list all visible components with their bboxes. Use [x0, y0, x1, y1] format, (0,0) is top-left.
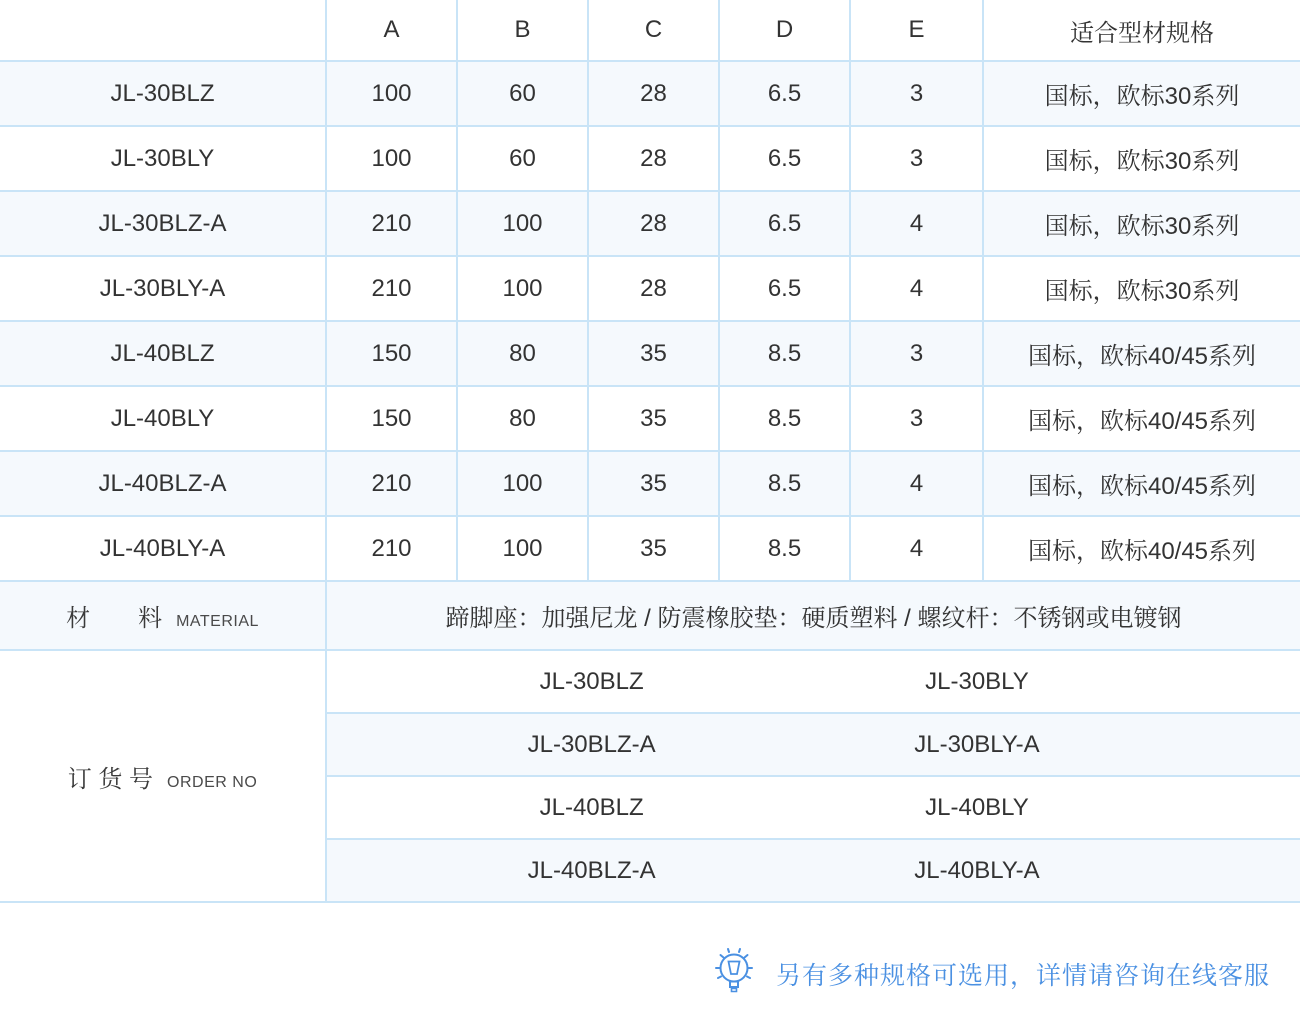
- value-b: 60: [457, 126, 588, 191]
- value-b: 80: [457, 386, 588, 451]
- table-row: [0, 386, 1300, 451]
- value-d: 8.5: [719, 386, 850, 451]
- value-b: 100: [457, 451, 588, 516]
- order-no: JL-30BLY-A: [914, 730, 1040, 758]
- order-no: JL-40BLY: [925, 793, 1029, 821]
- spec-cell: 国标，欧标40/45系列: [983, 386, 1300, 451]
- lightbulb-icon: [706, 944, 762, 1004]
- table-row: [0, 191, 1300, 256]
- value-b: 100: [457, 256, 588, 321]
- value-d: 8.5: [719, 516, 850, 581]
- value-c: 28: [588, 61, 719, 126]
- value-a: 210: [326, 451, 457, 516]
- table-header-row: [0, 0, 1300, 61]
- model-cell: JL-30BLZ: [0, 61, 326, 126]
- table-row: [0, 451, 1300, 516]
- table-row: [0, 126, 1300, 191]
- value-b: 100: [457, 191, 588, 256]
- value-a: 210: [326, 256, 457, 321]
- value-e: 4: [850, 191, 983, 256]
- value-a: 100: [326, 61, 457, 126]
- header-col-c: C: [588, 0, 719, 61]
- value-d: 8.5: [719, 451, 850, 516]
- material-row: [0, 581, 1300, 650]
- header-empty-cell: [0, 0, 326, 61]
- material-label: [0, 581, 326, 650]
- value-a: 150: [326, 386, 457, 451]
- spec-cell: 国标，欧标30系列: [983, 126, 1300, 191]
- table-row: [0, 321, 1300, 386]
- value-a: 210: [326, 191, 457, 256]
- order-values-cell: [326, 776, 1300, 839]
- order-label-en: ORDER NO: [167, 773, 258, 791]
- value-d: 6.5: [719, 191, 850, 256]
- value-b: 60: [457, 61, 588, 126]
- value-c: 28: [588, 256, 719, 321]
- order-no: JL-40BLZ: [539, 793, 644, 821]
- value-b: 80: [457, 321, 588, 386]
- spec-cell: 国标，欧标30系列: [983, 191, 1300, 256]
- model-cell: JL-40BLY: [0, 386, 326, 451]
- header-col-spec: 适合型材规格: [983, 0, 1300, 61]
- value-c: 35: [588, 516, 719, 581]
- model-cell: JL-40BLY-A: [0, 516, 326, 581]
- value-d: 6.5: [719, 126, 850, 191]
- order-values-cell: [326, 713, 1300, 776]
- table-row: [0, 516, 1300, 581]
- model-cell: JL-30BLY: [0, 126, 326, 191]
- value-e: 4: [850, 256, 983, 321]
- value-e: 3: [850, 61, 983, 126]
- order-label-cn: 订 货 号: [67, 765, 154, 793]
- footer-note-bar: [0, 930, 1300, 1018]
- value-c: 35: [588, 386, 719, 451]
- value-c: 28: [588, 191, 719, 256]
- model-cell: JL-40BLZ: [0, 321, 326, 386]
- order-no: JL-30BLZ-A: [527, 730, 656, 758]
- header-col-b: B: [457, 0, 588, 61]
- order-no: JL-40BLZ-A: [527, 856, 656, 884]
- value-e: 4: [850, 516, 983, 581]
- header-col-a: A: [326, 0, 457, 61]
- order-no: JL-30BLY: [925, 667, 1029, 695]
- value-e: 3: [850, 321, 983, 386]
- value-c: 35: [588, 451, 719, 516]
- order-row: [0, 650, 1300, 713]
- value-c: 35: [588, 321, 719, 386]
- model-cell: JL-30BLY-A: [0, 256, 326, 321]
- spec-cell: 国标，欧标40/45系列: [983, 321, 1300, 386]
- spec-cell: 国标，欧标30系列: [983, 61, 1300, 126]
- order-no: JL-40BLY-A: [914, 856, 1040, 884]
- header-col-d: D: [719, 0, 850, 61]
- value-a: 150: [326, 321, 457, 386]
- value-e: 3: [850, 126, 983, 191]
- header-col-e: E: [850, 0, 983, 61]
- material-value: 蹄脚座：加强尼龙 / 防震橡胶垫：硬质塑料 / 螺纹杆：不锈钢或电镀钢: [326, 581, 1300, 650]
- table-row: [0, 256, 1300, 321]
- order-values-cell: [326, 650, 1300, 713]
- value-d: 8.5: [719, 321, 850, 386]
- material-label-en: MATERIAL: [176, 613, 259, 630]
- value-a: 100: [326, 126, 457, 191]
- footer-note: 另有多种规格可选用，详情请咨询在线客服: [775, 962, 1270, 990]
- value-d: 6.5: [719, 61, 850, 126]
- material-label-cn2: 料: [138, 605, 163, 632]
- value-e: 3: [850, 386, 983, 451]
- value-d: 6.5: [719, 256, 850, 321]
- spec-cell: 国标，欧标40/45系列: [983, 516, 1300, 581]
- order-no: JL-30BLZ: [539, 667, 644, 695]
- value-b: 100: [457, 516, 588, 581]
- value-c: 28: [588, 126, 719, 191]
- spec-cell: 国标，欧标40/45系列: [983, 451, 1300, 516]
- model-cell: JL-30BLZ-A: [0, 191, 326, 256]
- model-cell: JL-40BLZ-A: [0, 451, 326, 516]
- spec-cell: 国标，欧标30系列: [983, 256, 1300, 321]
- order-values-cell: [326, 839, 1300, 902]
- value-a: 210: [326, 516, 457, 581]
- value-e: 4: [850, 451, 983, 516]
- order-no-label: [0, 650, 326, 902]
- material-label-cn: 材: [66, 605, 91, 632]
- table-row: [0, 61, 1300, 126]
